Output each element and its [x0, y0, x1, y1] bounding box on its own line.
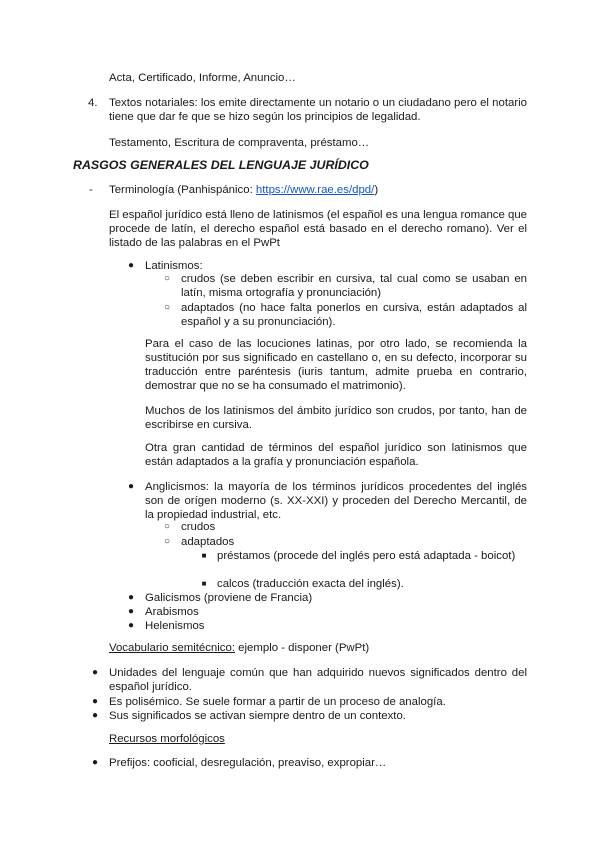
anglicismos-adaptados: adaptados — [181, 536, 235, 548]
notarial-examples: Testamento, Escritura de compraventa, préstamo… — [109, 137, 370, 149]
recursos-label: Recursos morfológicos — [109, 733, 225, 745]
vocabulario-rest: ejemplo - disponer (PwPt) — [235, 642, 370, 654]
latinisms-intro-paragraph: El español jurídico está lleno de latinismos (el español es una lengua romance que procede de latín, el derecho español está basado en el derecho romano). Ver el listado de las palabras en el PwPt — [109, 209, 527, 249]
disc-bullet-icon: ● — [91, 710, 99, 721]
list-item-arabismos: Arabismos — [145, 606, 199, 618]
disc-bullet-icon: ● — [127, 592, 135, 603]
notarial-texts-item: Textos notariales: los emite directamente un notario o un ciudadano pero el notario tiene que dar fe que se hizo según los principios de legalidad. — [109, 97, 527, 123]
intro-examples-line: Acta, Certificado, Informe, Anuncio… — [109, 72, 296, 84]
disc-bullet-icon: ● — [91, 696, 99, 707]
vocabulario-item-1: Unidades del lenguaje común que han adquirido nuevos significados dentro del español jurídico. — [109, 667, 527, 693]
vocabulario-label: Vocabulario semitécnico: — [109, 642, 235, 654]
list-number-4: 4. — [88, 97, 98, 109]
terminologia-close: ) — [374, 184, 379, 196]
disc-bullet-icon: ● — [127, 620, 135, 631]
locuciones-paragraph: Para el caso de las locuciones latinas, por otro lado, se recomienda la sustitución por sus significado en castellano o, en su defecto, incorporar su traducción entre paréntesis (iuris tantum, admite prueba en contrario, demostrar que no se ha consumado el matrimonio). — [145, 338, 527, 392]
latinismos-adaptados: adaptados (no hace falta ponerlos en cursiva, están adaptados al español y a su pronunciación). — [181, 302, 527, 328]
list-item-galicismos: Galicismos (proviene de Francia) — [145, 592, 313, 604]
disc-bullet-icon: ● — [127, 260, 135, 271]
vocabulario-line — [109, 641, 369, 655]
terminologia-line — [109, 183, 378, 197]
square-bullet-icon: ■ — [201, 579, 207, 588]
vocabulario-item-2: Es polisémico. Se suele formar a partir de un proceso de analogía. — [109, 696, 446, 708]
circle-bullet-icon: ○ — [163, 302, 171, 313]
prestamos-item: préstamos (procede del inglés pero está adaptada - boicot) — [217, 550, 516, 562]
dash-bullet: - — [89, 184, 93, 196]
disc-bullet-icon: ● — [91, 667, 99, 678]
prefijos-item: Prefijos: cooficial, desregulación, preaviso, expropiar… — [109, 757, 387, 769]
anglicismos-text: Anglicismos: la mayoría de los términos jurídicos procedentes del inglés son de orígen moderno (s. XX-XXI) y proceden del Derecho Mercantil, de la propiedad industrial, etc. — [145, 481, 527, 521]
list-item-helenismos: Helenismos — [145, 620, 205, 632]
circle-bullet-icon: ○ — [163, 521, 171, 532]
disc-bullet-icon: ● — [91, 757, 99, 768]
vocabulario-item-3: Sus significados se activan siempre dentro de un contexto. — [109, 710, 406, 722]
circle-bullet-icon: ○ — [163, 273, 171, 284]
rae-dpd-link[interactable]: https://www.rae.es/dpd/ — [255, 184, 375, 196]
circle-bullet-icon: ○ — [163, 536, 171, 547]
disc-bullet-icon: ● — [127, 606, 135, 617]
anglicismos-crudos: crudos — [181, 521, 216, 533]
section-heading: RASGOS GENERALES DEL LENGUAJE JURÍDICO — [73, 158, 369, 172]
latinismos-label: Latinismos: — [145, 260, 203, 272]
disc-bullet-icon: ● — [127, 481, 135, 492]
calcos-item: calcos (traducción exacta del inglés). — [217, 578, 404, 590]
adaptados-paragraph: Otra gran cantidad de términos del español jurídico son latinismos que están adaptados a la grafía y pronunciación española. — [145, 442, 527, 468]
crudos-paragraph: Muchos de los latinismos del ámbito jurídico son crudos, por tanto, han de escribirse en cursiva. — [145, 405, 527, 431]
square-bullet-icon: ■ — [201, 551, 207, 560]
terminologia-label: Terminología (Panhispánico: — [109, 184, 256, 196]
latinismos-crudos: crudos (se deben escribir en cursiva, tal cual como se usaban en latín, misma ortografía y pronunciación) — [181, 273, 527, 299]
